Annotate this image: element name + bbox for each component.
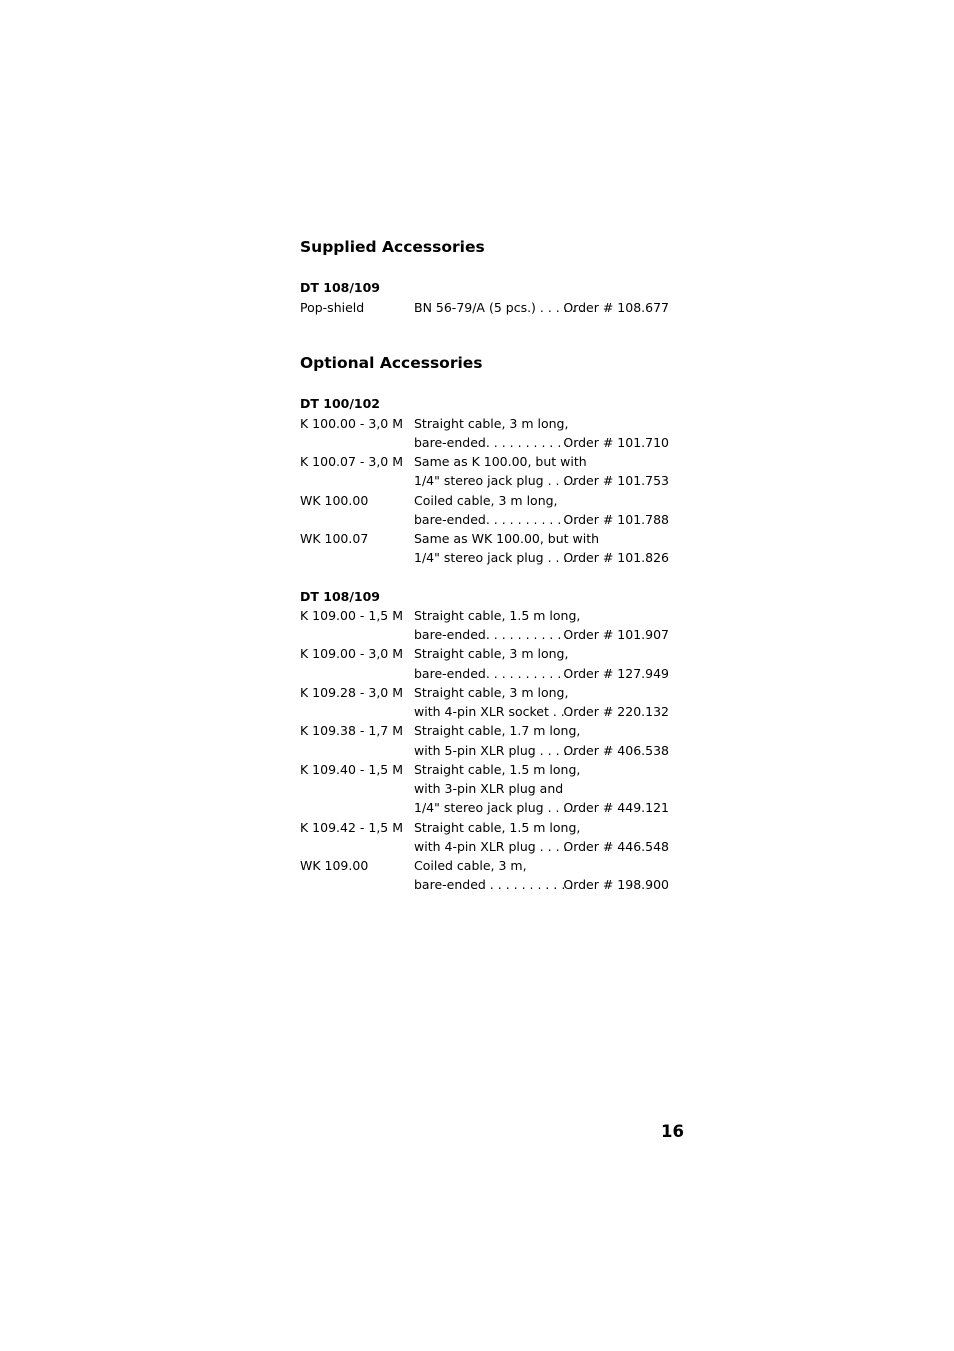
list-item [300, 529, 670, 548]
item-description: Same as WK 100.00, but with [414, 531, 600, 546]
list-item [300, 721, 670, 740]
item-order-number: Order # 406.538 [563, 743, 669, 758]
page-number: 16 [661, 1122, 684, 1141]
item-description: with 3-pin XLR plug and [414, 781, 564, 796]
item-description: BN 56-79/A (5 pcs.) . . . . . . [414, 300, 584, 315]
list-item-continuation [300, 471, 670, 490]
item-order-number: Order # 101.826 [563, 550, 669, 565]
item-description: Straight cable, 3 m long, [414, 685, 569, 700]
item-model: K 109.00 - 1,5 M [300, 608, 404, 623]
item-order-number: Order # 198.900 [563, 877, 669, 892]
item-description: Straight cable, 3 m long, [414, 646, 569, 661]
item-description: 1/4" stereo jack plug . . . . [414, 473, 576, 488]
list-item [300, 856, 670, 875]
item-description: Coiled cable, 3 m, [414, 858, 527, 873]
list-item [300, 818, 670, 837]
item-description: with 4-pin XLR plug . . . . [414, 839, 568, 854]
list-item-continuation [300, 837, 670, 856]
item-description: bare-ended . . . . . . . . . . . [414, 877, 574, 892]
item-description: bare-ended. . . . . . . . . . . . [414, 435, 578, 450]
item-order-number: Order # 108.677 [563, 300, 669, 315]
item-model: K 109.28 - 3,0 M [300, 685, 404, 700]
list-item [300, 683, 670, 702]
item-model: K 109.40 - 1,5 M [300, 762, 404, 777]
item-description: Straight cable, 1.5 m long, [414, 608, 581, 623]
item-description: Coiled cable, 3 m long, [414, 493, 558, 508]
optional-group-title: DT 108/109 [300, 589, 381, 604]
list-item [300, 606, 670, 625]
optional-group-title: DT 100/102 [300, 396, 381, 411]
item-description: bare-ended. . . . . . . . . . . . [414, 512, 578, 527]
list-item [300, 760, 670, 779]
item-description: with 5-pin XLR plug . . . . . [414, 743, 576, 758]
list-item-continuation [300, 741, 670, 760]
list-item-continuation [300, 875, 670, 894]
list-item-continuation [300, 548, 670, 567]
item-model: WK 100.07 [300, 531, 369, 546]
item-model: K 109.00 - 3,0 M [300, 646, 404, 661]
item-model: K 109.38 - 1,7 M [300, 723, 404, 738]
item-description: Straight cable, 1.7 m long, [414, 723, 581, 738]
list-item-continuation [300, 664, 670, 683]
list-item [300, 644, 670, 663]
list-item [300, 298, 670, 317]
list-item-continuation [300, 433, 670, 452]
item-order-number: Order # 449.121 [563, 800, 669, 815]
item-order-number: Order # 220.132 [563, 704, 669, 719]
supplied-accessories-heading: Supplied Accessories [300, 238, 485, 256]
supplied-group-title: DT 108/109 [300, 280, 381, 295]
item-order-number: Order # 127.949 [563, 666, 669, 681]
item-description: 1/4" stereo jack plug . . . . [414, 800, 576, 815]
item-order-number: Order # 101.753 [563, 473, 669, 488]
item-order-number: Order # 101.788 [563, 512, 669, 527]
item-description: bare-ended. . . . . . . . . . . . [414, 666, 578, 681]
item-model: K 109.42 - 1,5 M [300, 820, 404, 835]
item-description: Straight cable, 3 m long, [414, 416, 569, 431]
list-item-continuation [300, 798, 670, 817]
item-order-number: Order # 446.548 [563, 839, 669, 854]
list-item [300, 414, 670, 433]
item-model: WK 100.00 [300, 493, 369, 508]
item-order-number: Order # 101.907 [563, 627, 669, 642]
list-item [300, 452, 670, 471]
item-description: Same as K 100.00, but with [414, 454, 587, 469]
item-model: Pop-shield [300, 300, 365, 315]
item-model: K 100.07 - 3,0 M [300, 454, 404, 469]
item-description: with 4-pin XLR socket . . . [414, 704, 573, 719]
list-item-continuation [300, 779, 670, 798]
item-description: bare-ended. . . . . . . . . . . . [414, 627, 578, 642]
item-description: Straight cable, 1.5 m long, [414, 820, 581, 835]
item-order-number: Order # 101.710 [563, 435, 669, 450]
item-model: K 100.00 - 3,0 M [300, 416, 404, 431]
item-model: WK 109.00 [300, 858, 369, 873]
list-item-continuation [300, 510, 670, 529]
list-item [300, 491, 670, 510]
list-item-continuation [300, 702, 670, 721]
optional-accessories-heading: Optional Accessories [300, 354, 483, 372]
list-item-continuation [300, 625, 670, 644]
item-description: Straight cable, 1.5 m long, [414, 762, 581, 777]
item-description: 1/4" stereo jack plug . . . . [414, 550, 576, 565]
